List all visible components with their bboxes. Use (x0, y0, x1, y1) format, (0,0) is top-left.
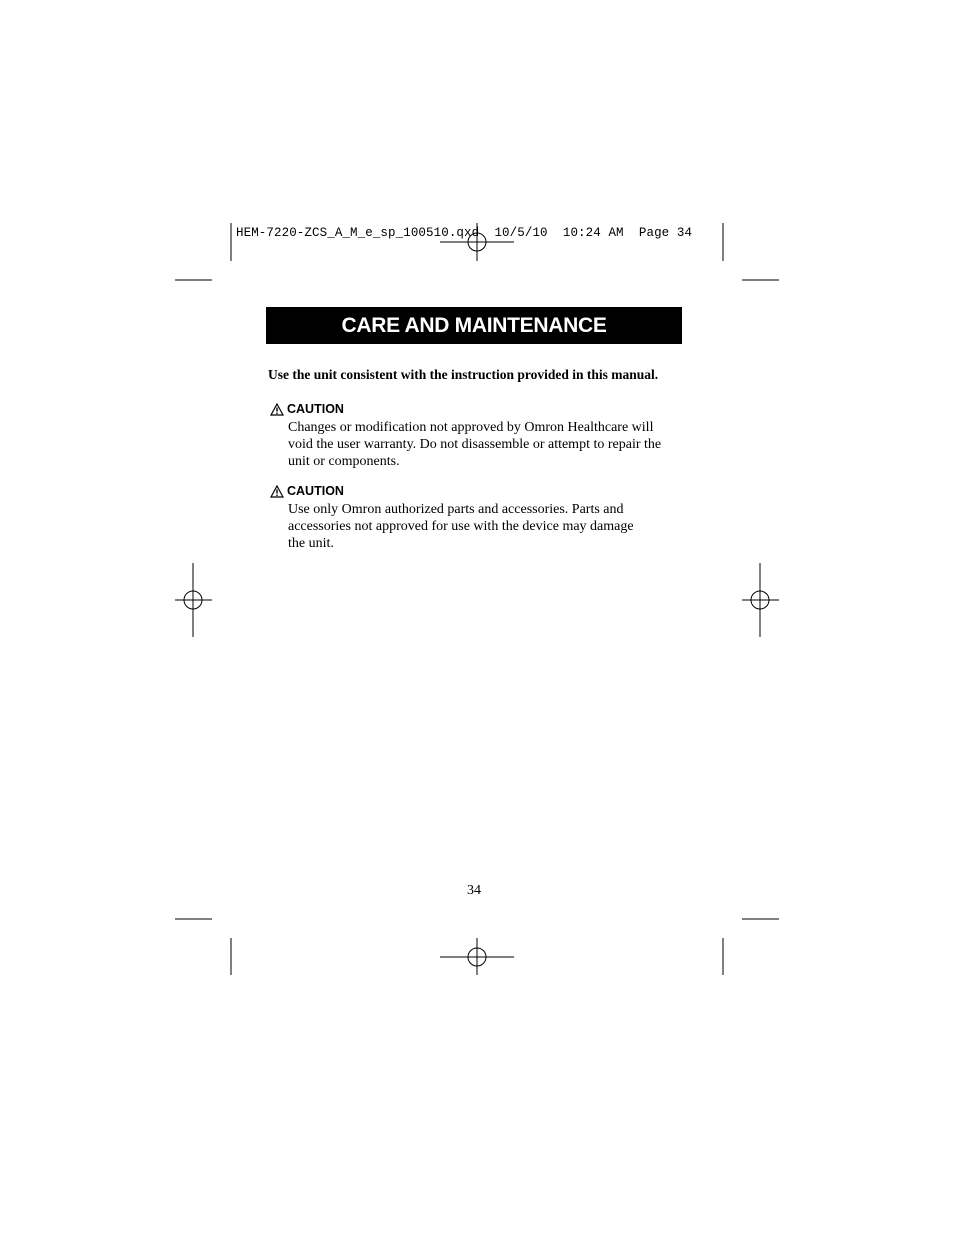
page-title: CARE AND MAINTENANCE (341, 313, 607, 337)
page-title-bar (266, 307, 682, 344)
caution-heading (270, 484, 634, 498)
warning-triangle-icon (270, 485, 284, 498)
caution-heading (270, 402, 661, 416)
caution-block-1 (270, 402, 661, 470)
page-number: 34 (467, 883, 481, 898)
caution-label: CAUTION (287, 484, 344, 498)
caution-text: Changes or modification not approved by Omron Healthcare will void the user warranty. Do not disassemble or attempt to repair the unit or components. (288, 420, 662, 469)
caution-label: CAUTION (287, 402, 344, 416)
warning-triangle-icon (270, 403, 284, 416)
intro-text: Use the unit consistent with the instruction provided in this manual. (268, 367, 659, 382)
caution-text: Use only Omron authorized parts and accessories. Parts and accessories not approved for use with the device may damage the unit. (288, 502, 634, 551)
file-slug: HEM-7220-ZCS_A_M_e_sp_100510.qxd 10/5/10 10:24 AM Page 34 (236, 226, 693, 240)
caution-block-2 (270, 484, 634, 552)
